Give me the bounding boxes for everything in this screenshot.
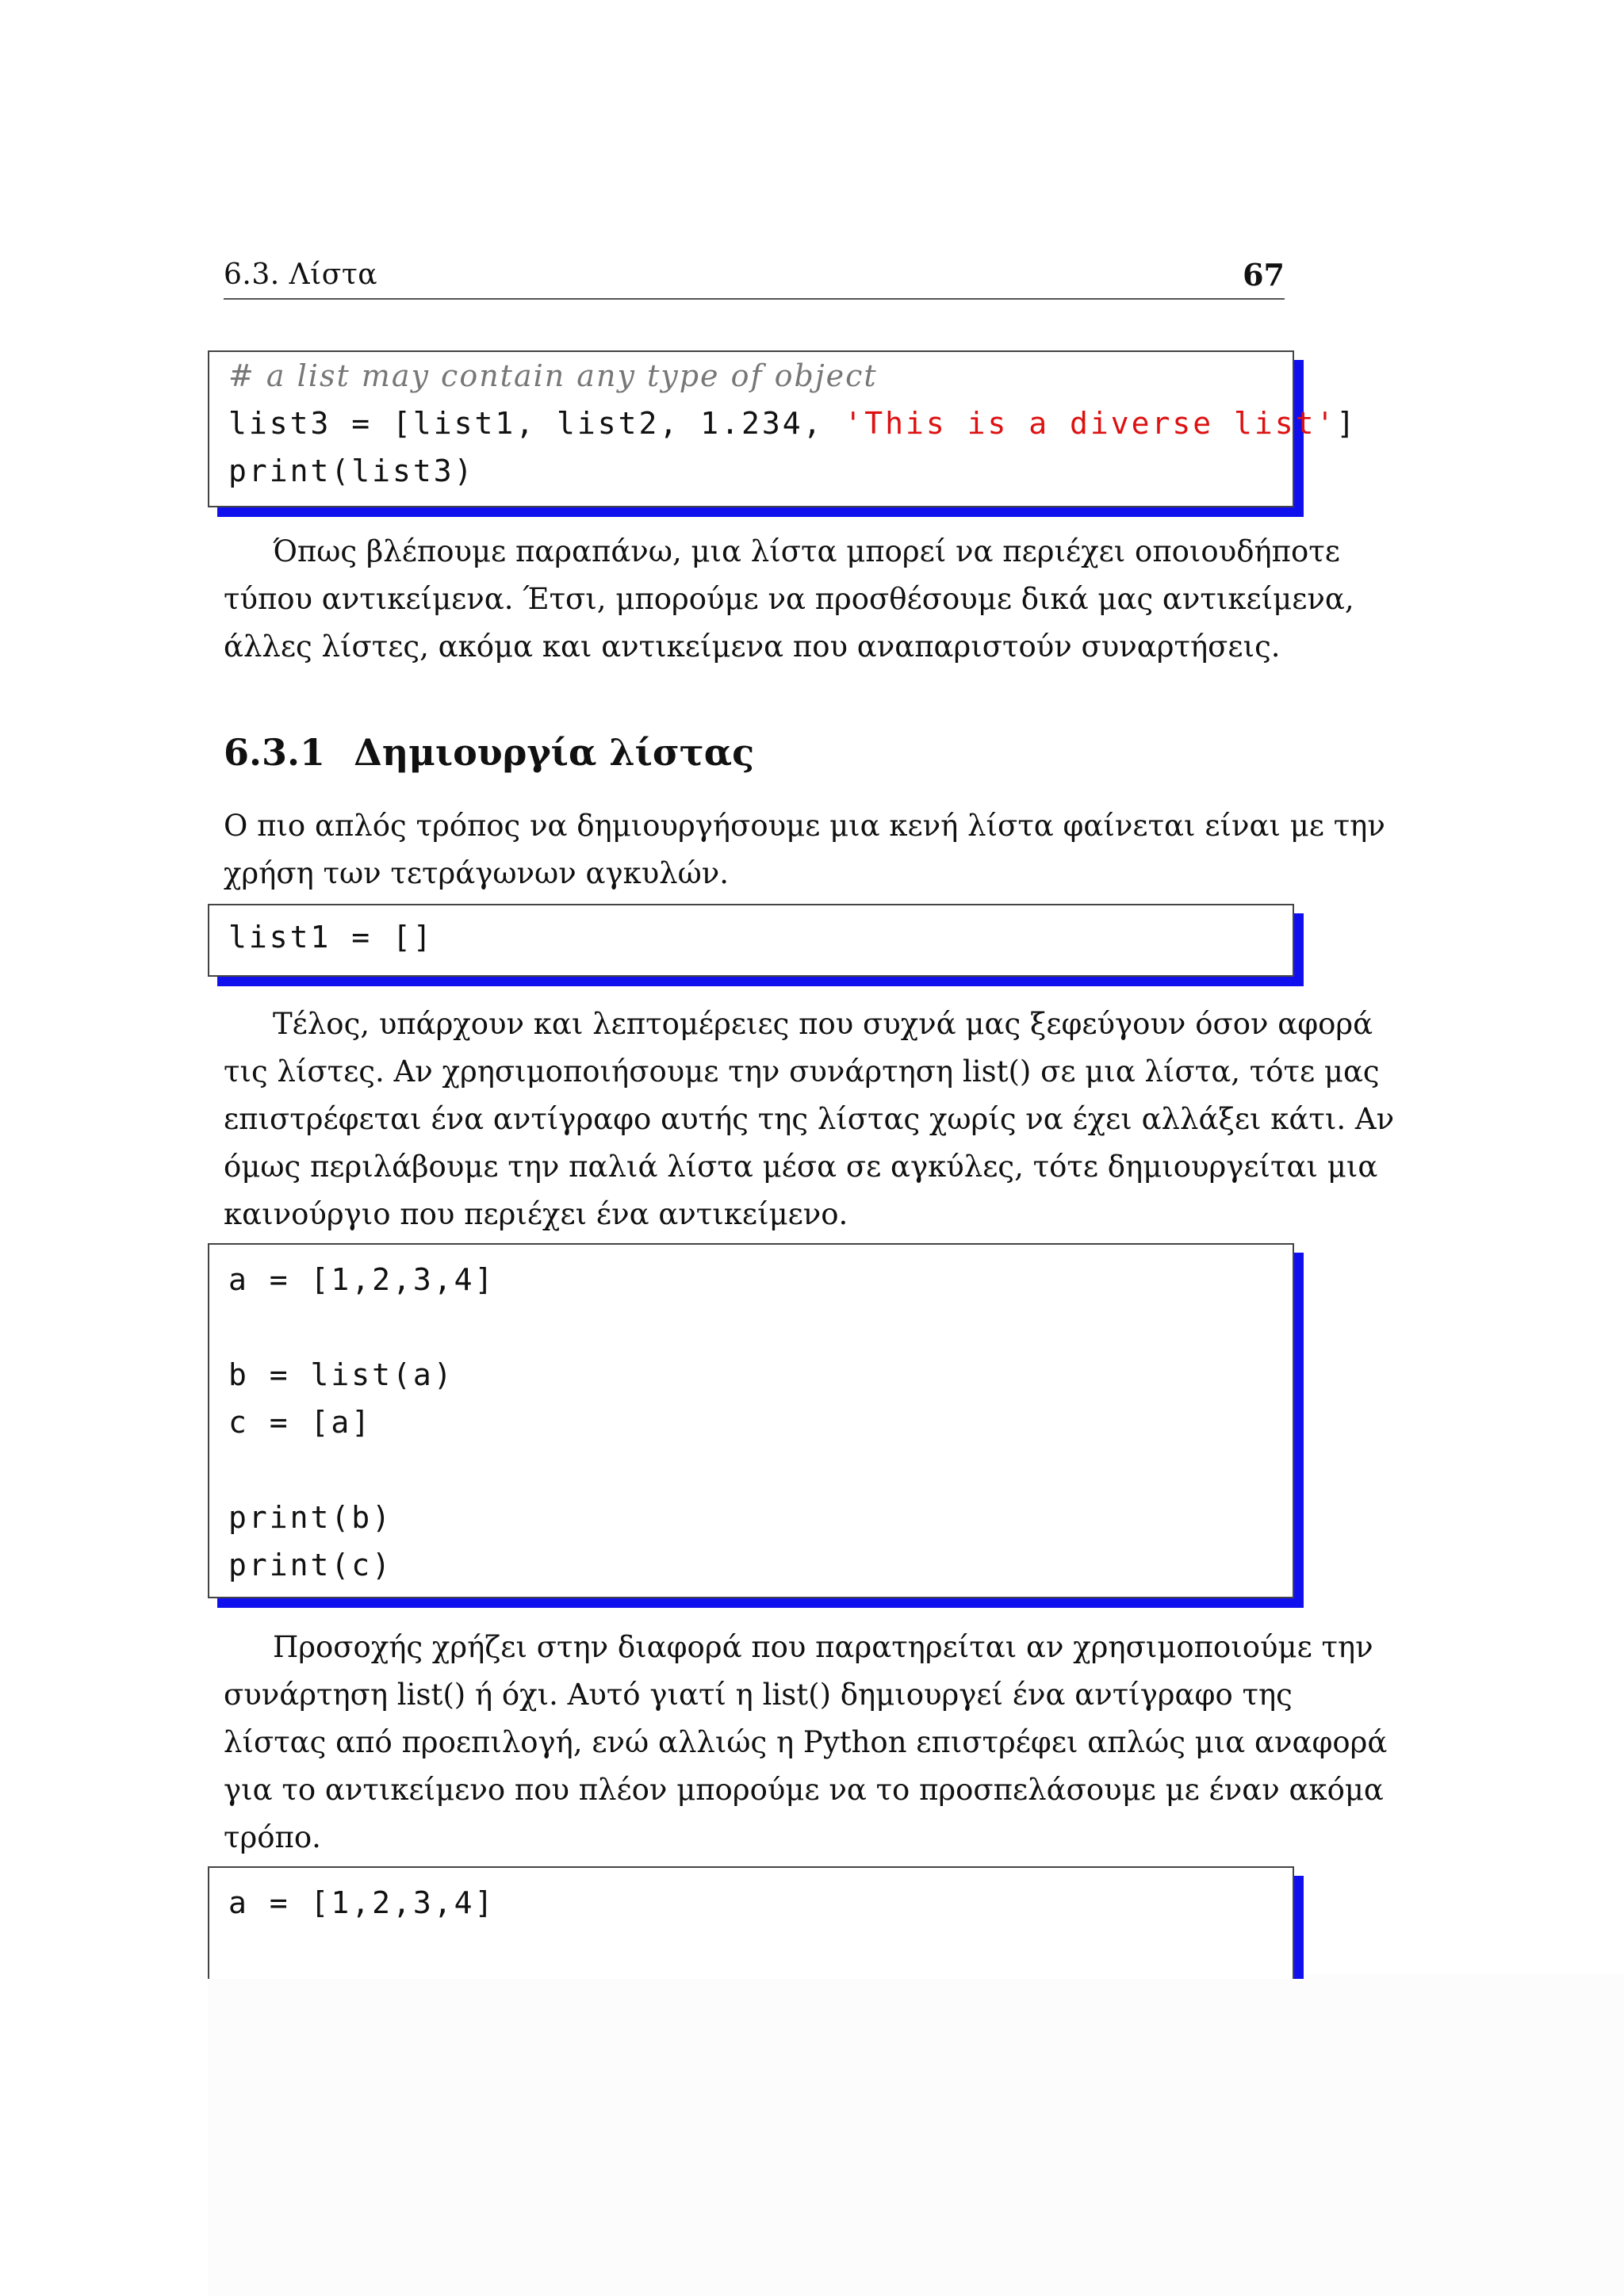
running-header-section: 6.3. Λίστα <box>224 258 378 291</box>
code-listing-2 <box>208 904 1294 977</box>
section-number: 6.3.1 <box>224 731 326 774</box>
code-line-list3: list3 = [list1, list2, 1.234, 'This is a diverse list'] <box>228 406 1358 441</box>
section-title: Δημιουργία λίστας <box>354 731 755 774</box>
code-line-a: a = [1,2,3,4] <box>228 1262 496 1297</box>
code-string-literal: 'This is a diverse list' <box>844 406 1337 441</box>
paragraph-1: Όπως βλέπουμε παραπάνω, μια λίστα μπορεί να περιέχει οποιουδήποτε τύπου αντικείμενα. Έτσι, μπορούμε να προσθέσουμε δικά μας αντικείμενα, άλλες λίστες, ακόμα και αντικείμενα που αναπαριστούν συναρτήσεις. <box>224 534 1354 664</box>
code-comment-line <box>228 358 878 393</box>
code-line-print-c: print(c) <box>228 1548 393 1582</box>
code-listing-3 <box>208 1243 1294 1598</box>
page-number: 67 <box>1243 257 1285 293</box>
paragraph-2: Ο πιο απλός τρόπος να δημιουργήσουμε μια κενή λίστα φαίνεται είναι με την χρήση των τετράγωνων αγκυλών. <box>224 809 1385 890</box>
code-line-print: print(list3) <box>228 453 475 488</box>
code-line-a-repeat: a = [1,2,3,4] <box>228 1885 496 1920</box>
section-heading <box>224 731 754 774</box>
code-listing-4 <box>208 1866 1294 1979</box>
paragraph-4: Προσοχής χρήζει στην διαφορά που παρατηρείται αν χρησιμοποιούμε την συνάρτηση list() ή όχι. Αυτό γιατί η list() δημιουργεί ένα αντίγραφο της λίστας από προεπιλογή, ενώ αλλιώς η Python επιστρέφει απλώς μια αναφορά για το αντικείμενο που πλέον μπορούμε να το προσπελάσουμε με έναν ακόμα τρόπο. <box>224 1630 1388 1854</box>
code-listing-1 <box>208 350 1358 507</box>
code-line-c: c = [a] <box>228 1405 373 1440</box>
page-background-tint <box>208 1974 1624 2296</box>
code-line-print-b: print(b) <box>228 1500 393 1535</box>
paragraph-3: Τέλος, υπάρχουν και λεπτομέρειες που συχνά μας ξεφεύγουν όσον αφορά τις λίστες. Αν χρησιμοποιήσουμε την συνάρτηση list() σε μια λίστα, τότε μας επιστρέφεται ένα αντίγραφο αυτής της λίστας χωρίς να έχει αλλάξει κάτι. Αν όμως περιλάβουμε την παλιά λίστα μέσα σε αγκύλες, τότε δημιουργείται μια καινούργιο που περιέχει ένα αντικείμενο. <box>224 1007 1395 1231</box>
code-line-b: b = list(a) <box>228 1357 454 1392</box>
running-header <box>224 255 1285 300</box>
code-comment: # a list may contain any type of object <box>228 358 878 393</box>
code-line-list1: list1 = [] <box>228 920 434 955</box>
